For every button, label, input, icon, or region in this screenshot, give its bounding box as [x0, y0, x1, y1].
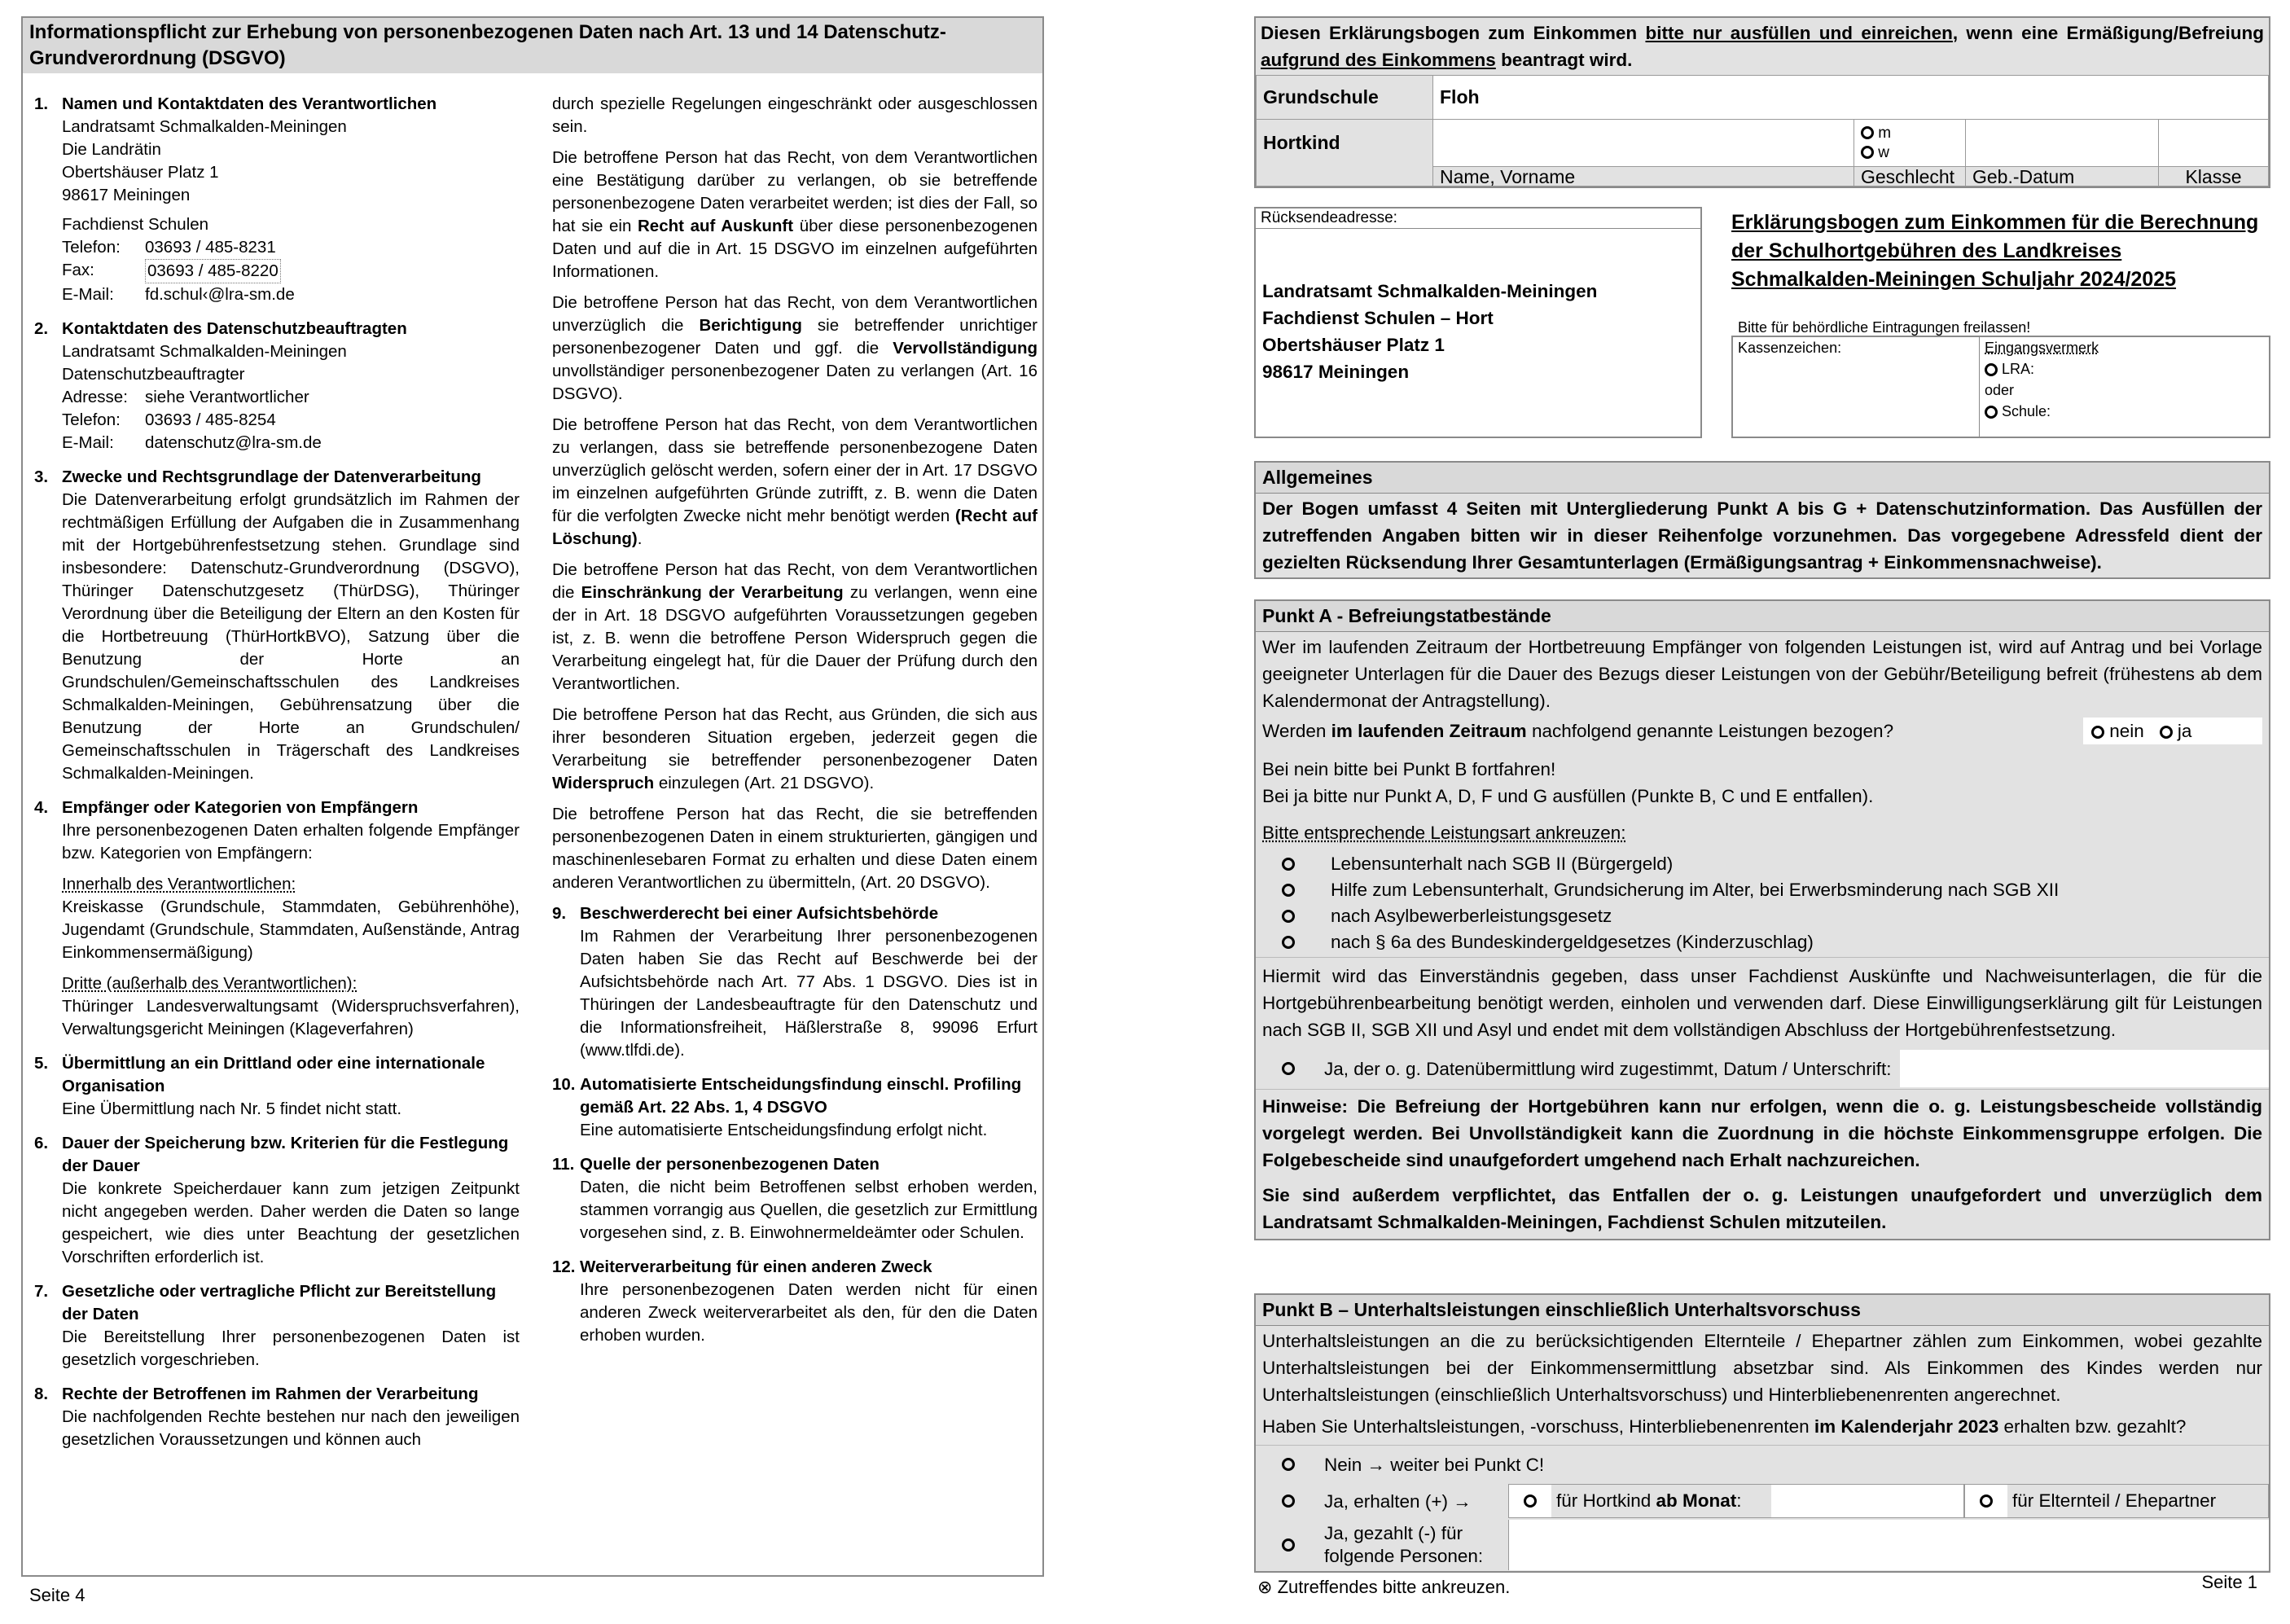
rights-text — [552, 414, 1038, 551]
radio-label: m — [1878, 124, 1892, 142]
page-number-right: Seite 1 — [2201, 1572, 2257, 1592]
section-text: Ihre personenbezogenen Daten erhalten folgende Empfänger bzw. Kategorien von Empfängern: — [62, 821, 520, 862]
label: oder — [1985, 382, 2015, 398]
benefit-label: nach Asylbewerberleistungsgesetz — [1331, 906, 1612, 926]
label: E-Mail: — [62, 285, 114, 304]
department: Fachdienst Schulen — [62, 215, 209, 234]
address-line: Landratsamt Schmalkalden-Meiningen — [1262, 281, 1598, 301]
checkbox-kinderzuschlag[interactable] — [1282, 936, 1295, 949]
text: für Hortkind — [1556, 1490, 1656, 1511]
signature-field[interactable] — [1900, 1050, 2269, 1087]
official-box — [1731, 336, 2270, 438]
section-text: Thüringer Landesverwaltungsamt (Widerspruchsverfahren), Verwaltungsgericht Meiningen (Klageverfahren) — [62, 997, 520, 1038]
email-link[interactable]: datenschutz@lra-sm.de — [145, 433, 322, 452]
benefit-label: Lebensunterhalt nach SGB II (Bürgergeld) — [1331, 854, 1674, 874]
subheading: Dritte (außerhalb des Verantwortlichen): — [62, 974, 358, 993]
section-title: Allgemeines — [1256, 463, 2269, 494]
class-field[interactable] — [2159, 120, 2269, 167]
section-number: 8. — [34, 1385, 49, 1403]
section-title: Punkt A - Befreiungstatbestände — [1256, 601, 2269, 632]
section-number: 9. — [552, 904, 567, 923]
email-link[interactable]: fd.schul‹@lra-sm.de — [145, 285, 295, 304]
section-9 — [552, 902, 1038, 1062]
parent-field — [1964, 1484, 2269, 1518]
text: sie betreffender unrichtiger personenbezogener Daten und ggf. die — [552, 316, 1038, 358]
column-2 — [552, 93, 1038, 1463]
label: Kassenzeichen: — [1738, 340, 1842, 356]
section-text: Wer im laufenden Zeitraum der Hortbetreuung Empfänger von folgenden Leistungen ist, wird auf Antrag und bei Vorlage geeigneter Unterlagen für die Dauer des Bezugs dieser Leistungen von der Gebühr/Beteiligung befreit (frühestens ab dem Kalendermonat der Antragstellung). — [1256, 632, 2269, 716]
section-title: Automatisierte Entscheidungsfindung einschl. Profiling gemäß Art. 22 Abs. 1, 4 DSGVO — [580, 1075, 1022, 1117]
section-title: Gesetzliche oder vertragliche Pflicht zur Bereitstellung der Daten — [62, 1282, 497, 1323]
address-line: Datenschutzbeauftragter — [62, 365, 245, 384]
checkbox-asyl[interactable] — [1282, 910, 1295, 923]
text: Haben Sie Unterhaltsleistungen, -vorschuss, Hinterbliebenenrenten — [1262, 1416, 1814, 1437]
b-option-paid — [1256, 1519, 2269, 1571]
hortkind-label: Hortkind — [1257, 120, 1433, 187]
label: Telefon: — [62, 238, 121, 257]
text: unvollständiger personenbezogener Daten zu verlangen (Art. 16 DSGVO). — [552, 362, 1038, 403]
section-text: Daten, die nicht beim Betroffenen selbst erhoben werden, stammen vorrangig aus Quellen, die gesetzlich zur Ermittlung vorgesehen sind, z. B. Einwohnermeldeämter oder Schulen. — [580, 1178, 1038, 1242]
address-line: Obertshäuser Platz 1 — [1262, 335, 1445, 355]
section-number: 2. — [34, 319, 49, 338]
column-label: Geb.-Datum — [1966, 167, 2159, 187]
text-underlined: bitte nur ausfüllen und einreichen — [1645, 23, 1953, 43]
rights-text: durch spezielle Regelungen eingeschränkt oder ausgeschlossen sein. — [552, 94, 1038, 136]
text-bold: Berichtigung — [699, 316, 802, 335]
address-line: Fachdienst Schulen – Hort — [1262, 308, 1494, 328]
section-text: Eine Übermittlung nach Nr. 5 findet nicht statt. — [62, 1099, 402, 1118]
privacy-columns — [34, 93, 1038, 1463]
section-title: Rechte der Betroffenen im Rahmen der Verarbeitung — [62, 1385, 479, 1403]
phone-value: 03693 / 485-8231 — [145, 238, 276, 257]
section-text: Die konkrete Speicherdauer kann zum jetzigen Zeitpunkt nicht angegeben werden. Daher werden die Daten so lange gespeichert, wie dies unter Beachtung der gesetzlichen Vorschriften erforderlich ist. — [62, 1179, 520, 1266]
section-7 — [34, 1280, 520, 1372]
fax-value[interactable]: 03693 / 485-8220 — [145, 259, 281, 283]
section-10 — [552, 1073, 1038, 1142]
option-label: Nein → weiter bei Punkt C! — [1324, 1454, 1545, 1475]
address-value: siehe Verantwortlicher — [145, 388, 309, 406]
section-8 — [34, 1383, 520, 1451]
text: . — [637, 529, 643, 548]
form-title: Erklärungsbogen zum Einkommen für die Berechnung der Schulhortgebühren des Landkreises Schmalkalden-Meiningen Schuljahr 2024/2025 — [1731, 211, 2259, 291]
text: Diesen Erklärungsbogen zum Einkommen — [1261, 23, 1646, 43]
section-4 — [34, 797, 520, 1041]
text-bold: im Kalenderjahr 2023 — [1814, 1416, 1999, 1437]
section-punkt-b — [1254, 1293, 2270, 1573]
rights-text — [552, 559, 1038, 696]
persons-field[interactable] — [1508, 1520, 2269, 1570]
section-number: 10. — [552, 1075, 576, 1094]
text-bold: Recht auf Auskunft — [638, 217, 794, 235]
sex-field — [1854, 120, 1966, 167]
column-label: Klasse — [2159, 167, 2269, 187]
column-label: Geschlecht — [1854, 167, 1966, 187]
radio-b-erhalten[interactable] — [1282, 1495, 1295, 1508]
text: Die betroffene Person hat das Recht, von dem Verantwortlichen zu verlangen, dass sie betreffende personenbezogene Daten unverzüglich gelöscht werden, sofern einer der in Art. 17 DSGVO im einzelnen aufgeführten Gründe zutrifft, z. B. wenn die Daten für die verfolgten Zwecke nicht mehr benötigt werden — [552, 415, 1038, 525]
b-option-received — [1256, 1483, 2269, 1519]
rights-text — [552, 147, 1038, 283]
benefit-label: nach § 6a des Bundeskindergeldgesetzes (Kinderzuschlag) — [1331, 932, 1814, 952]
eingang-field — [1980, 337, 2104, 437]
section-11 — [552, 1153, 1038, 1244]
benefit-item — [1282, 929, 2262, 955]
section-title: Namen und Kontaktdaten des Verantwortlichen — [62, 94, 437, 113]
label: Telefon: — [62, 410, 121, 429]
section-number: 3. — [34, 467, 49, 486]
section-title: Weiterverarbeitung für einen anderen Zweck — [580, 1258, 932, 1276]
benefit-item — [1282, 877, 2262, 903]
label: Eingangsvermerk — [1985, 340, 2099, 356]
benefit-item — [1282, 851, 2262, 877]
text: : — [1736, 1490, 1742, 1511]
consent-text: Hiermit wird das Einverständnis gegeben, dass unser Fachdienst Auskünfte und Nachweisunterlagen, die für die Hortgebührenbearbeitung benötigt werden, einholen und verwenden darf. Diese Einwilligungserklärung gilt für Leistungen nach SGB II, SGB XII und Asyl und endet mit dem vollständigen Abschluss der Hortgebührenfestsetzung. — [1256, 957, 2269, 1048]
address-line: 98617 Meiningen — [1262, 362, 1410, 382]
text: einzulegen (Art. 21 DSGVO). — [654, 774, 875, 792]
checkbox-sgb2[interactable] — [1282, 858, 1295, 871]
section-title: Kontaktdaten des Datenschutzbeauftragten — [62, 319, 407, 338]
address-line: Landratsamt Schmalkalden-Meiningen — [62, 342, 347, 361]
child-month-field — [1508, 1484, 1964, 1518]
section-title: Empfänger oder Kategorien von Empfängern — [62, 798, 419, 817]
intro-notice — [1256, 18, 2269, 75]
rights-text — [552, 292, 1038, 406]
radio-w[interactable] — [1861, 146, 1874, 159]
text: Die betroffene Person hat das Recht, aus Gründen, die sich aus ihrer besonderen Situation ergeben, jederzeit gegen die Verarbeitung sie betreffender personenbezogener Daten — [552, 705, 1038, 770]
section-number: 5. — [34, 1054, 49, 1073]
note: Hinweise: Die Befreiung der Hortgebühren kann nur erfolgen, wenn die o. g. Leistungsbescheide vollständig vorgelegt werden. Bei Unvollständigkeit kann die Zuordnung in die höchste Einkommensgruppe erfolgen. Die Folgebescheide sind unaufgefordert umgehend nach Erhalt nachzureichen. — [1262, 1096, 2262, 1170]
section-text: Ihre personenbezogenen Daten werden nicht für einen anderen Zweck weiterverarbeitet als den, für den die Daten erhoben wurden. — [580, 1280, 1038, 1345]
crossed-circle-icon: ⊗ — [1257, 1577, 1273, 1597]
text-bold: Vervollständigung — [893, 339, 1038, 358]
a-question-row — [1256, 716, 2269, 746]
section-text: Die Bereitstellung Ihrer personenbezogenen Daten ist gesetzlich vorgeschrieben. — [62, 1328, 520, 1369]
note: Sie sind außerdem verpflichtet, das Entfallen der o. g. Leistungen unaufgefordert und unverzüglich dem Landratsamt Schmalkalden-Meiningen, Fachdienst Schulen mitzuteilen. — [1262, 1185, 2262, 1232]
section-5 — [34, 1052, 520, 1121]
parent-label: für Elternteil / Ehepartner — [2007, 1485, 2268, 1517]
section-allgemeines — [1254, 461, 2270, 579]
text-bold: im laufenden Zeitraum — [1331, 721, 1527, 741]
child-month-label — [1551, 1485, 1771, 1517]
page-number-left: Seite 4 — [29, 1585, 86, 1605]
column-label: Name, Vorname — [1433, 167, 1854, 187]
section-text: Die Datenverarbeitung erfolgt grundsätzlich im Rahmen der rechtmäßigen Erfüllung der Aufgaben die in Zusammenhang mit der Hortgebührenfestsetzung stehen. Grundlage sind insbesondere: Datenschutz-Grundverordnung (DSGVO), Thüringer Datenschutzgesetz (ThürDSG), Thüringer Verordnung über die Beteiligung der Eltern an den Kosten für die Hortbetreuung (ThürHortkBVO), Satzung über die Benutzung der Horte an Grundschulen/Gemeinschaftsschulen des Landkreises Schmalkalden-Meiningen, Gebührensatzung über die Benutzung der Horte an Grundschulen/ Gemeinschaftsschulen in Trägerschaft des Landkreises Schmalkalden-Meiningen. — [62, 490, 520, 783]
address-line: 98617 Meiningen — [62, 186, 191, 204]
dob-field[interactable] — [1966, 120, 2159, 167]
label: Fax: — [62, 261, 94, 279]
yes-no — [2083, 718, 2262, 744]
section-title: Dauer der Speicherung bzw. Kriterien für die Festlegung der Dauer — [62, 1134, 509, 1175]
section-number: 4. — [34, 798, 49, 817]
return-address — [1256, 229, 1700, 385]
page-1 — [1254, 16, 2270, 1596]
text: Die betroffene Person hat das Recht, von dem Verantwortlichen eine Bestätigung darüber zu verlangen, ob sie betreffende personenbezogene Daten verarbeitet werden; ist dies der Fall, so hat sie ein — [552, 148, 1038, 235]
checkbox-consent[interactable] — [1282, 1062, 1295, 1075]
text: über diese personenbezogenen Daten und auf die in Art. 15 DSGVO im einzelnen aufgeführten Informationen. — [552, 217, 1038, 281]
text: Werden — [1262, 721, 1331, 741]
section-6 — [34, 1132, 520, 1269]
radio-label: nein — [2109, 721, 2144, 741]
section-title: Zwecke und Rechtsgrundlage der Datenverarbeitung — [62, 467, 481, 486]
kassenzeichen-field — [1733, 337, 1980, 437]
benefit-label: Hilfe zum Lebensunterhalt, Grundsicherung im Alter, bei Erwerbsminderung nach SGB XII — [1331, 880, 2060, 900]
radio-lra[interactable] — [1985, 363, 1998, 376]
section-1 — [34, 93, 520, 306]
grundschule-label: Grundschule — [1257, 76, 1433, 120]
a-hints — [1256, 746, 2269, 848]
text: beantragt wird. — [1495, 50, 1633, 70]
return-address-box — [1254, 207, 1702, 438]
text: Die betroffene Person hat das Recht, von dem Verantwortlichen die — [552, 560, 1038, 602]
page-4 — [21, 16, 1044, 1577]
subheading: Innerhalb des Verantwortlichen: — [62, 875, 296, 893]
official-note: Bitte für behördliche Eintragungen freilassen! — [1738, 319, 2031, 336]
text-bold: (Recht auf Löschung) — [552, 507, 1038, 548]
section-text: Im Rahmen der Verarbeitung Ihrer personenbezogenen Daten haben Sie das Recht auf Beschwerde bei der Aufsichtsbehörde nach Art. 77 Abs. 1 DSGVO. Dies ist in Thüringen der Landesbeauftragte für den Datenschutz und die Informationsfreiheit, Häßlerstraße 8, 99096 Erfurt (www.tlfdi.de). — [580, 927, 1038, 1060]
instruction: Bitte entsprechende Leistungsart ankreuzen: — [1262, 823, 1626, 843]
benefit-item — [1282, 903, 2262, 929]
text: folgende Personen: — [1324, 1546, 1484, 1566]
section-text: Eine automatisierte Entscheidungsfindung erfolgt nicht. — [580, 1121, 988, 1139]
phone-value: 03693 / 485-8254 — [145, 410, 276, 429]
text-bold: Widerspruch — [552, 774, 655, 792]
radio-hortkind[interactable] — [1524, 1495, 1537, 1508]
label: E-Mail: — [62, 433, 114, 452]
name-field[interactable] — [1433, 120, 1854, 167]
rights-text: Die betroffene Person hat das Recht, die sie betreffenden personenbezogenen Daten in einem strukturierten, gängigen und maschinenlesebaren Format zu erhalten und diese Daten einem anderen Verantwortlichen zu übermitteln, (Art. 20 DSGVO). — [552, 805, 1038, 892]
radio-nein[interactable] — [2091, 726, 2104, 739]
column-1 — [34, 93, 520, 1463]
section-title: Punkt B – Unterhaltsleistungen einschließlich Unterhaltsvorschuss — [1256, 1295, 2269, 1326]
section-punkt-a — [1254, 599, 2270, 1240]
legend-text: Zutreffendes bitte ankreuzen. — [1277, 1577, 1511, 1597]
consent-sign-row — [1256, 1048, 2269, 1089]
legend — [1257, 1574, 1510, 1600]
text-bold: Einschränkung der Verarbeitung — [581, 583, 844, 602]
intro-box — [1254, 16, 2270, 188]
radio-b-nein[interactable] — [1282, 1458, 1295, 1471]
consent-label: Ja, der o. g. Datenübermittlung wird zugestimmt, Datum / Unterschrift: — [1324, 1058, 1892, 1079]
checkbox-sgb12[interactable] — [1282, 884, 1295, 897]
section-title: Beschwerderecht bei einer Aufsichtsbehörde — [580, 904, 939, 923]
section-number: 1. — [34, 94, 49, 113]
radio-m[interactable] — [1861, 126, 1874, 139]
text-underlined: aufgrund des Einkommens — [1261, 50, 1496, 70]
text: , wenn eine Ermäßigung/Befreiung — [1952, 23, 2264, 43]
text: erhalten bzw. gezahlt? — [1998, 1416, 2187, 1437]
section-text: Die nachfolgenden Rechte bestehen nur nach den jeweiligen gesetzlichen Voraussetzungen und können auch — [62, 1407, 520, 1449]
section-3 — [34, 466, 520, 785]
option-label: Ja, erhalten (+) → — [1324, 1490, 1472, 1512]
text-bold: ab Monat — [1656, 1490, 1737, 1511]
radio-ja[interactable] — [2160, 726, 2173, 739]
address-line: Landratsamt Schmalkalden-Meiningen — [62, 117, 347, 136]
radio-schule[interactable] — [1985, 406, 1998, 419]
section-number: 7. — [34, 1282, 49, 1301]
question — [1262, 718, 1893, 744]
option-label — [1324, 1522, 1508, 1568]
label: Adresse: — [62, 388, 128, 406]
text: Die betroffene Person hat das Recht, von dem Verantwortlichen unverzüglich die — [552, 293, 1038, 335]
benefit-list — [1256, 848, 2269, 957]
hint: Bei ja bitte nur Punkt A, D, F und G ausfüllen (Punkte B, C und E entfallen). — [1262, 786, 1874, 806]
hint: Bei nein bitte bei Punkt B fortfahren! — [1262, 759, 1556, 779]
radio-label: w — [1878, 143, 1890, 161]
text: Ja, gezahlt (-) für — [1324, 1523, 1463, 1543]
radio-b-gezahlt[interactable] — [1282, 1538, 1295, 1552]
radio-elternteil[interactable] — [1980, 1495, 1993, 1508]
radio-label: LRA: — [2002, 361, 2035, 377]
child-table — [1256, 75, 2269, 187]
section-number: 11. — [552, 1155, 575, 1174]
b-question — [1256, 1410, 2269, 1445]
section-text: Der Bogen umfasst 4 Seiten mit Untergliederung Punkt A bis G + Datenschutzinformation. Das Ausfüllen der zutreffenden Angaben bitten wir in dieser Reihenfolge vorzunehmen. Das vorgegebene Adressfeld dient der gezielten Rücksendung Ihrer Gesamtunterlagen (Ermäßigungsantrag + Einkommensnachweise). — [1256, 494, 2269, 577]
rights-text — [552, 704, 1038, 795]
section-number: 12. — [552, 1258, 576, 1276]
address-line: Obertshäuser Platz 1 — [62, 163, 219, 182]
section-2 — [34, 318, 520, 454]
section-title: Übermittlung an ein Drittland oder eine internationale Organisation — [62, 1054, 485, 1095]
address-line: Die Landrätin — [62, 140, 161, 159]
section-title: Quelle der personenbezogenen Daten — [580, 1155, 880, 1174]
section-number: 6. — [34, 1134, 49, 1152]
section-text: Kreiskasse (Grundschule, Stammdaten, Gebührenhöhe), Jugendamt (Grundschule, Stammdaten, Außenstände, Antrag Einkommensermäßigung) — [62, 898, 520, 962]
b-option-no — [1256, 1445, 2269, 1483]
section-12 — [552, 1256, 1038, 1347]
privacy-header: Informationspflicht zur Erhebung von personenbezogenen Daten nach Art. 13 und 14 Datenschutz-Grundverordnung (DSGVO) — [23, 18, 1042, 73]
section-text: Unterhaltsleistungen an die zu berücksichtigenden Elternteile / Ehepartner zählen zum Einkommen, wobei gezahlte Unterhaltsleistungen bei der Einkommensermittlung absetzbar sind. Als Einkommen des Kindes werden nur Unterhaltsleistungen (einschließlich Unterhaltsvorschuss) und Hinterbliebenenrenten angerechnet. — [1256, 1326, 2269, 1410]
text: nachfolgend genannte Leistungen bezogen? — [1526, 721, 1894, 741]
radio-label: Schule: — [2002, 403, 2051, 419]
return-address-label: Rücksendeadresse: — [1256, 208, 1700, 229]
grundschule-field[interactable]: Floh — [1433, 76, 2269, 120]
text: zu verlangen, wenn eine der in Art. 18 DSGVO aufgeführten Voraussetzungen gegeben ist, z. B. wenn die betroffene Person Widerspruch gegen die Verarbeitung eingelegt hat, für die Dauer der Prüfung durch den Verantwortlichen. — [552, 583, 1038, 693]
radio-label: ja — [2177, 721, 2192, 741]
a-notes — [1256, 1089, 2269, 1239]
